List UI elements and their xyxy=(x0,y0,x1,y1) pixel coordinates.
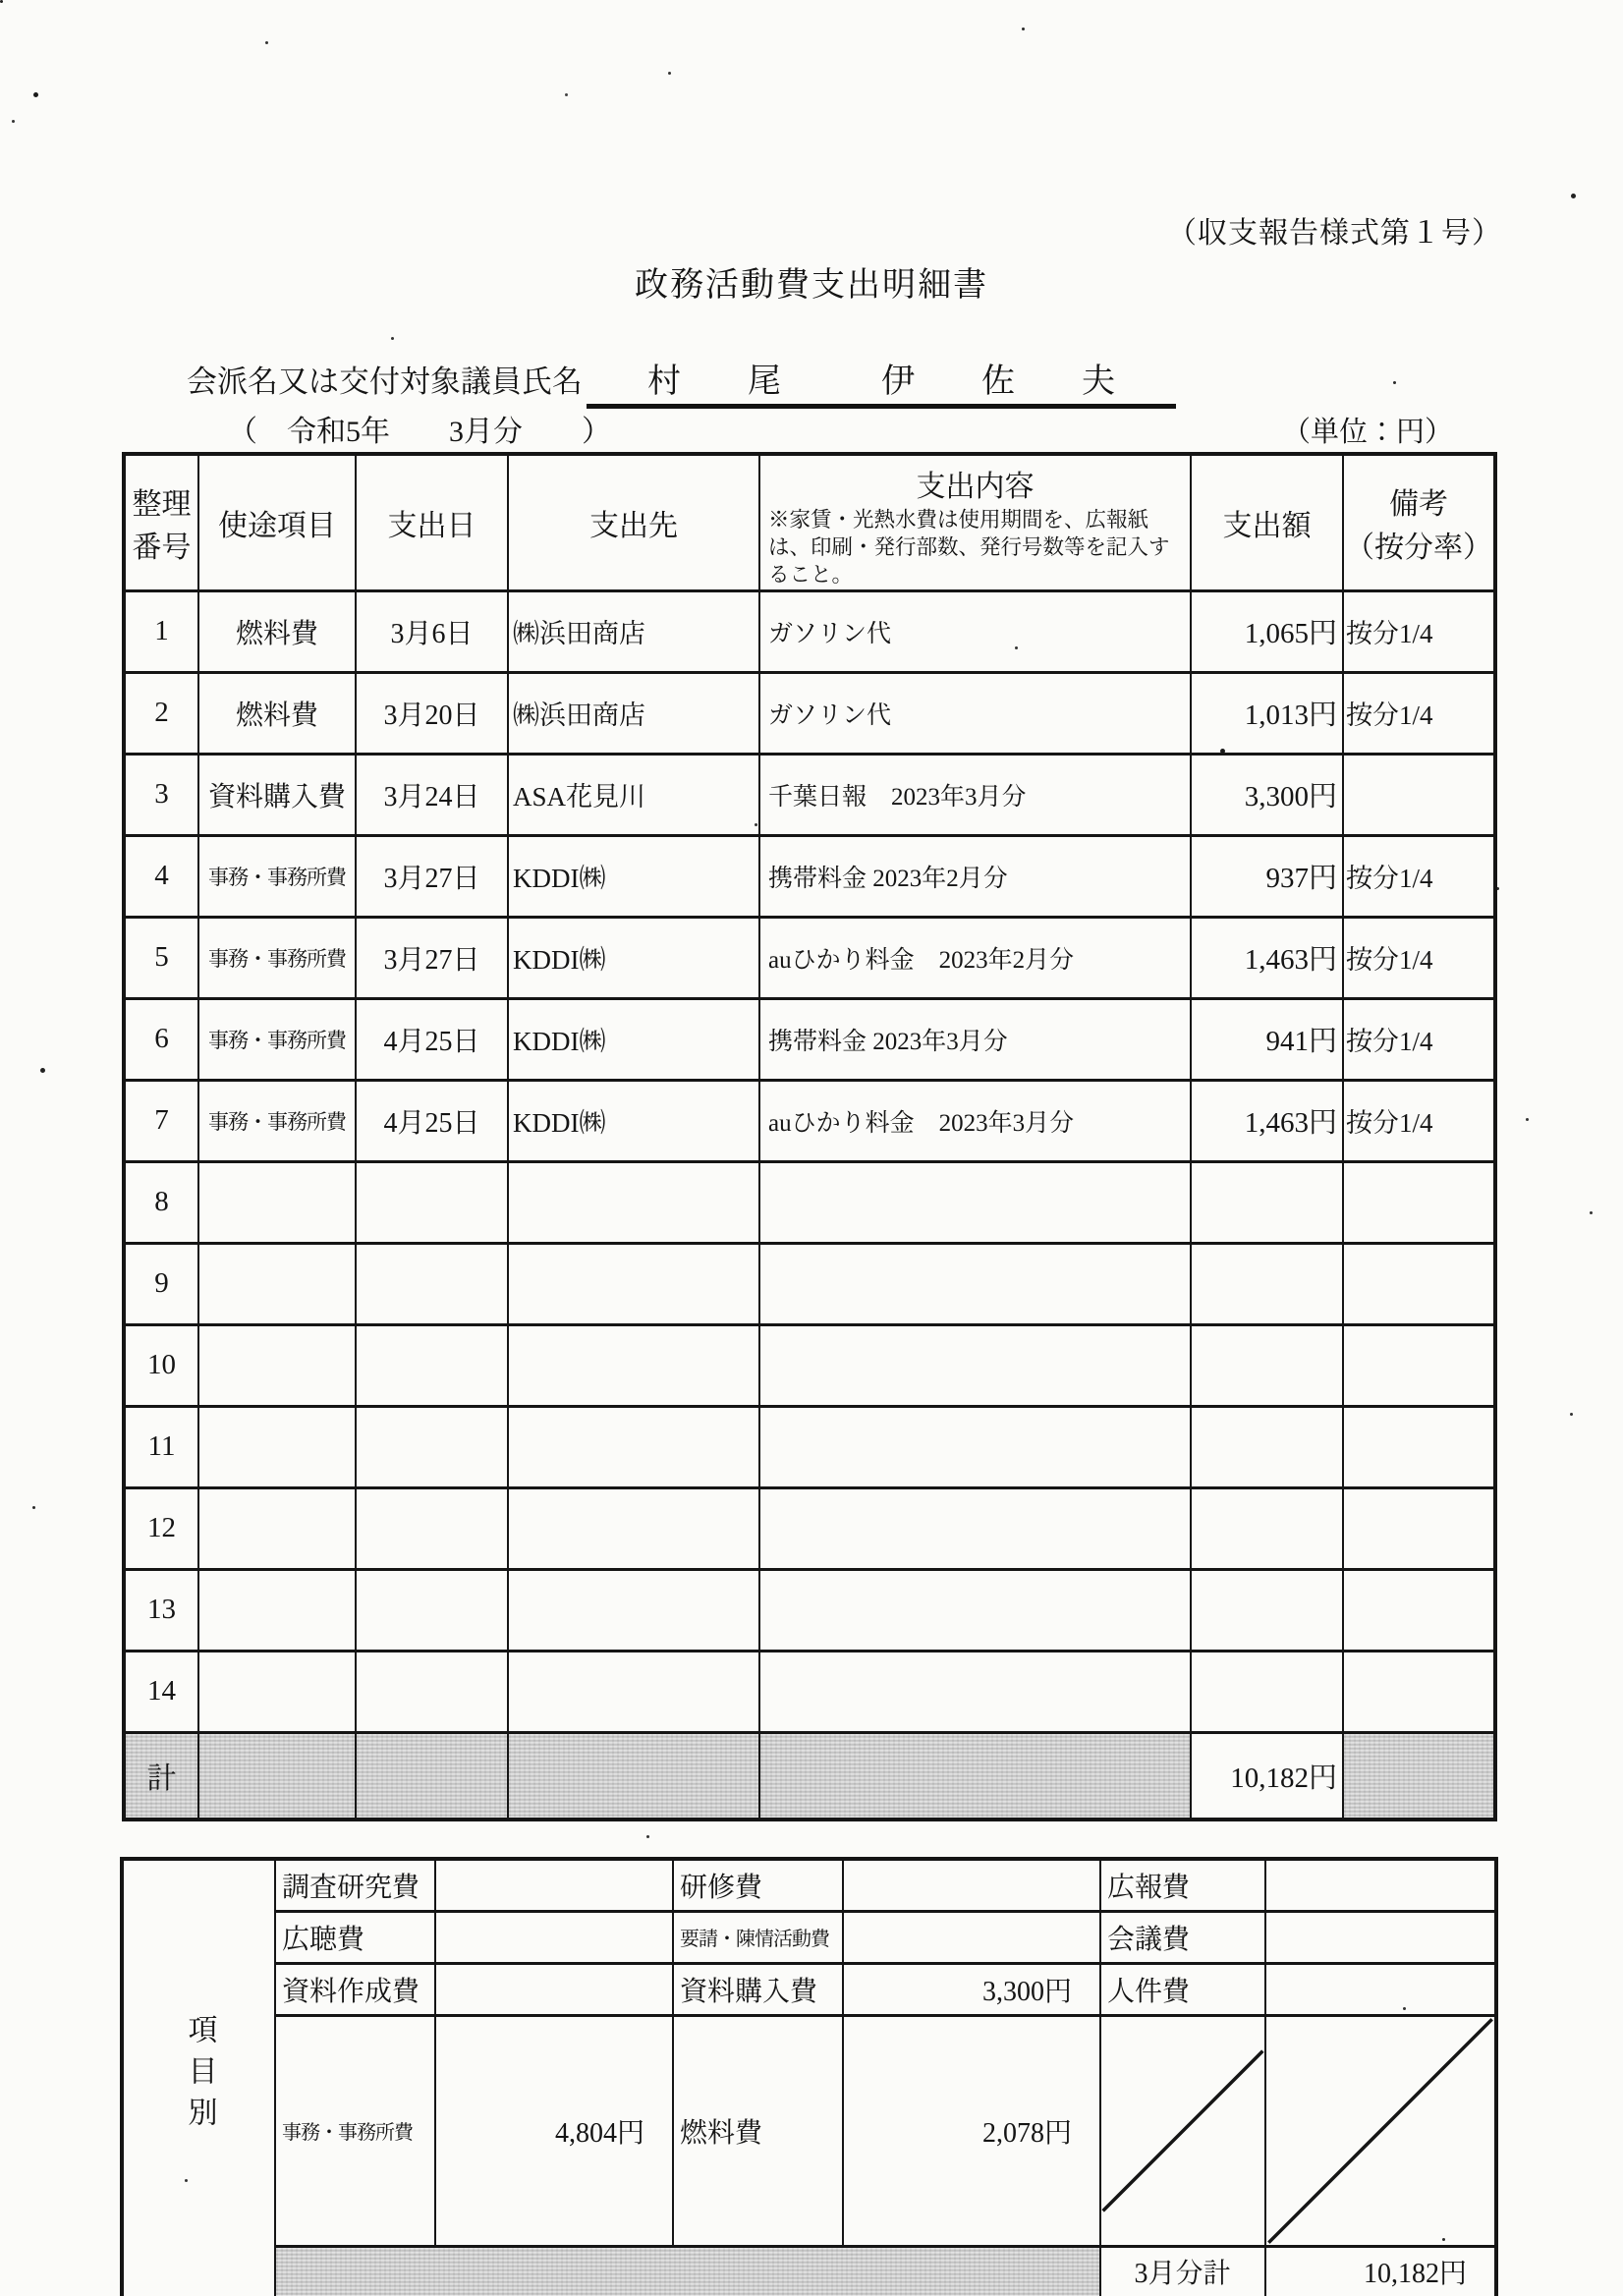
page-title: 政務活動費支出明細書 xyxy=(635,267,988,304)
expense-cell-payee xyxy=(508,1161,759,1243)
header-no-line1: 整理 xyxy=(132,487,192,521)
expense-row xyxy=(124,1406,1495,1487)
expense-cell-description: 携帯料金 2023年3月分 xyxy=(759,998,1191,1080)
header-description-note: ※家賃・光熱水費は使用期間を、広報紙は、印刷・発行部数、発行号数等を記入すること。 xyxy=(768,508,1170,587)
expense-cell-no: 7 xyxy=(124,1080,198,1161)
expense-cell-payee: ASA花見川 xyxy=(508,754,759,835)
header-description xyxy=(759,454,1191,590)
expense-cell-category: 燃料費 xyxy=(198,590,356,672)
total-shaded-cell xyxy=(508,1732,759,1820)
expense-cell-description xyxy=(759,1243,1191,1324)
expense-cell-no: 6 xyxy=(124,998,198,1080)
expense-row xyxy=(124,1651,1495,1732)
expense-cell-amount: 1,463円 xyxy=(1191,1080,1343,1161)
summary-label: 研修費 xyxy=(673,1859,843,1911)
expense-cell-amount: 3,300円 xyxy=(1191,754,1343,835)
header-remarks-line1: 備考 xyxy=(1389,487,1448,521)
expense-cell-category xyxy=(198,1324,356,1406)
expense-cell-description: 携帯料金 2023年2月分 xyxy=(759,835,1191,917)
summary-label: 広報費 xyxy=(1100,1859,1265,1911)
header-remarks xyxy=(1343,454,1495,590)
summary-label: 事務・事務所費 xyxy=(275,2015,435,2246)
summary-value xyxy=(1265,1963,1496,2015)
summary-value xyxy=(435,1911,673,1963)
expense-cell-payee: KDDI㈱ xyxy=(508,835,759,917)
summary-value xyxy=(435,1963,673,2015)
expense-row xyxy=(124,590,1495,672)
expense-cell-amount: 1,065円 xyxy=(1191,590,1343,672)
expense-cell-date: 3月24日 xyxy=(356,754,508,835)
expense-row xyxy=(124,1243,1495,1324)
summary-row xyxy=(122,1911,1496,1963)
expense-cell-remarks: 按分1/4 xyxy=(1343,835,1495,917)
expense-cell-remarks: 按分1/4 xyxy=(1343,1080,1495,1161)
expense-cell-amount xyxy=(1191,1324,1343,1406)
expense-cell-category xyxy=(198,1487,356,1569)
summary-value: 3,300円 xyxy=(843,1963,1100,2015)
expense-cell-amount xyxy=(1191,1569,1343,1651)
summary-value xyxy=(843,1911,1100,1963)
expense-cell-remarks xyxy=(1343,1243,1495,1324)
expense-cell-remarks xyxy=(1343,1406,1495,1487)
diagonal-slash-cell xyxy=(1265,2015,1496,2246)
expense-cell-description: ガソリン代 xyxy=(759,590,1191,672)
expense-cell-description xyxy=(759,1651,1191,1732)
expense-row xyxy=(124,1324,1495,1406)
expense-cell-date xyxy=(356,1651,508,1732)
summary-value xyxy=(843,1859,1100,1911)
expense-cell-date: 4月25日 xyxy=(356,998,508,1080)
expense-cell-no: 10 xyxy=(124,1324,198,1406)
expense-cell-date xyxy=(356,1569,508,1651)
summary-label: 広聴費 xyxy=(275,1911,435,1963)
expense-cell-amount xyxy=(1191,1161,1343,1243)
summary-shaded-cell xyxy=(275,2246,1100,2296)
expense-cell-date xyxy=(356,1161,508,1243)
unit-label: （単位：円） xyxy=(1282,417,1454,448)
summary-value: 4,804円 xyxy=(435,2015,673,2246)
expense-cell-category: 事務・事務所費 xyxy=(198,998,356,1080)
summary-label: 人件費 xyxy=(1100,1963,1265,2015)
expense-cell-date xyxy=(356,1324,508,1406)
expense-cell-payee: ㈱浜田商店 xyxy=(508,590,759,672)
expense-cell-payee xyxy=(508,1243,759,1324)
expense-cell-category xyxy=(198,1161,356,1243)
expense-cell-date: 3月6日 xyxy=(356,590,508,672)
expense-cell-payee xyxy=(508,1487,759,1569)
expense-cell-remarks xyxy=(1343,1569,1495,1651)
expense-cell-amount xyxy=(1191,1406,1343,1487)
expense-cell-date: 4月25日 xyxy=(356,1080,508,1161)
summary-value xyxy=(435,1859,673,1911)
diagonal-slash-cell xyxy=(1100,2015,1265,2246)
expense-header-row xyxy=(124,454,1495,590)
expense-total-row xyxy=(124,1732,1495,1820)
expense-cell-date: 3月27日 xyxy=(356,917,508,998)
expense-cell-date: 3月20日 xyxy=(356,672,508,754)
expense-cell-amount: 941円 xyxy=(1191,998,1343,1080)
expense-cell-category: 事務・事務所費 xyxy=(198,835,356,917)
expense-row xyxy=(124,1569,1495,1651)
expense-cell-no: 1 xyxy=(124,590,198,672)
expense-cell-amount: 937円 xyxy=(1191,835,1343,917)
form-number: （収支報告様式第１号） xyxy=(1167,217,1502,250)
expense-table-body xyxy=(124,590,1495,1732)
total-shaded-cell xyxy=(356,1732,508,1820)
expense-cell-category: 燃料費 xyxy=(198,672,356,754)
expense-row xyxy=(124,998,1495,1080)
total-amount-cell: 10,182円 xyxy=(1191,1732,1343,1820)
expense-cell-description: ガソリン代 xyxy=(759,672,1191,754)
summary-row xyxy=(122,1963,1496,2015)
expense-cell-remarks: 按分1/4 xyxy=(1343,590,1495,672)
expense-cell-payee xyxy=(508,1324,759,1406)
expense-cell-description: auひかり料金 2023年3月分 xyxy=(759,1080,1191,1161)
expense-cell-amount: 1,013円 xyxy=(1191,672,1343,754)
expense-cell-description xyxy=(759,1161,1191,1243)
expense-cell-no: 5 xyxy=(124,917,198,998)
header-category: 使途項目 xyxy=(198,454,356,590)
summary-label: 調査研究費 xyxy=(275,1859,435,1911)
header-payee: 支出先 xyxy=(508,454,759,590)
expense-cell-remarks: 按分1/4 xyxy=(1343,672,1495,754)
expense-row xyxy=(124,1080,1495,1161)
expense-cell-payee: KDDI㈱ xyxy=(508,1080,759,1161)
summary-label: 要請・陳情活動費 xyxy=(673,1911,843,1963)
diagonal-line xyxy=(1101,2049,1264,2212)
expense-cell-remarks xyxy=(1343,754,1495,835)
expense-cell-payee xyxy=(508,1651,759,1732)
expense-cell-no: 8 xyxy=(124,1161,198,1243)
monthly-total-value: 10,182円 xyxy=(1265,2246,1496,2296)
summary-label: 資料作成費 xyxy=(275,1963,435,2015)
expense-row xyxy=(124,754,1495,835)
member-name-value: 村 尾 伊 佐 夫 xyxy=(587,354,1176,409)
expense-cell-category xyxy=(198,1651,356,1732)
expense-cell-payee: ㈱浜田商店 xyxy=(508,672,759,754)
expense-cell-no: 12 xyxy=(124,1487,198,1569)
expense-cell-no: 13 xyxy=(124,1569,198,1651)
header-no xyxy=(124,454,198,590)
expense-row xyxy=(124,1161,1495,1243)
expense-cell-description: auひかり料金 2023年2月分 xyxy=(759,917,1191,998)
expense-cell-payee: KDDI㈱ xyxy=(508,998,759,1080)
expense-cell-amount: 1,463円 xyxy=(1191,917,1343,998)
scan-noise-specks xyxy=(0,0,3,3)
summary-value xyxy=(1265,1911,1496,1963)
expense-cell-amount xyxy=(1191,1487,1343,1569)
expense-cell-date: 3月27日 xyxy=(356,835,508,917)
header-date: 支出日 xyxy=(356,454,508,590)
expense-row xyxy=(124,1487,1495,1569)
expense-cell-no: 11 xyxy=(124,1406,198,1487)
header-remarks-line2: （按分率） xyxy=(1345,531,1492,564)
expense-cell-payee: KDDI㈱ xyxy=(508,917,759,998)
expense-cell-category xyxy=(198,1569,356,1651)
summary-side-label: 項目別 xyxy=(183,2014,216,2138)
summary-label: 会議費 xyxy=(1100,1911,1265,1963)
expense-row xyxy=(124,672,1495,754)
expense-row xyxy=(124,835,1495,917)
category-summary-table xyxy=(120,1857,1498,2296)
summary-value xyxy=(1265,1859,1496,1911)
expense-cell-description xyxy=(759,1569,1191,1651)
header-description-title: 支出内容 xyxy=(916,471,1035,503)
summary-row xyxy=(122,1859,1496,1911)
diagonal-line xyxy=(1266,2017,1494,2245)
expense-cell-payee xyxy=(508,1406,759,1487)
summary-label: 燃料費 xyxy=(673,2015,843,2246)
expense-cell-category xyxy=(198,1406,356,1487)
expense-cell-remarks xyxy=(1343,1161,1495,1243)
expense-cell-remarks: 按分1/4 xyxy=(1343,917,1495,998)
expense-cell-description: 千葉日報 2023年3月分 xyxy=(759,754,1191,835)
expense-cell-amount xyxy=(1191,1243,1343,1324)
expense-cell-remarks xyxy=(1343,1324,1495,1406)
expense-cell-description xyxy=(759,1324,1191,1406)
header-amount: 支出額 xyxy=(1191,454,1343,590)
expense-cell-no: 9 xyxy=(124,1243,198,1324)
expense-cell-no: 2 xyxy=(124,672,198,754)
expense-cell-remarks xyxy=(1343,1487,1495,1569)
summary-value: 2,078円 xyxy=(843,2015,1100,2246)
expense-table xyxy=(122,452,1497,1821)
summary-row xyxy=(122,2015,1496,2246)
expense-cell-remarks: 按分1/4 xyxy=(1343,998,1495,1080)
total-label-cell: 計 xyxy=(124,1732,198,1820)
expense-cell-date xyxy=(356,1487,508,1569)
expense-cell-amount xyxy=(1191,1651,1343,1732)
expense-cell-no: 14 xyxy=(124,1651,198,1732)
header-no-line2: 番号 xyxy=(132,531,192,564)
total-shaded-cell xyxy=(1343,1732,1495,1820)
member-name-line xyxy=(187,354,1176,409)
expense-cell-no: 4 xyxy=(124,835,198,917)
expense-cell-no: 3 xyxy=(124,754,198,835)
expense-cell-description xyxy=(759,1487,1191,1569)
expense-cell-payee xyxy=(508,1569,759,1651)
expense-cell-remarks xyxy=(1343,1651,1495,1732)
expense-cell-description xyxy=(759,1406,1191,1487)
expense-cell-date xyxy=(356,1406,508,1487)
summary-total-row xyxy=(122,2246,1496,2296)
expense-cell-category: 事務・事務所費 xyxy=(198,1080,356,1161)
expense-row xyxy=(124,917,1495,998)
expense-cell-category: 資料購入費 xyxy=(198,754,356,835)
expense-cell-date xyxy=(356,1243,508,1324)
member-name-label: 会派名又は交付対象議員氏名 xyxy=(187,364,583,399)
summary-label: 資料購入費 xyxy=(673,1963,843,2015)
summary-side-label-cell xyxy=(122,1859,275,2296)
expense-cell-category xyxy=(198,1243,356,1324)
expense-cell-category: 事務・事務所費 xyxy=(198,917,356,998)
monthly-total-label: 3月分計 xyxy=(1100,2246,1265,2296)
total-shaded-cell xyxy=(759,1732,1191,1820)
total-shaded-cell xyxy=(198,1732,356,1820)
report-period: （ 令和5年 3月分 ） xyxy=(228,416,611,448)
